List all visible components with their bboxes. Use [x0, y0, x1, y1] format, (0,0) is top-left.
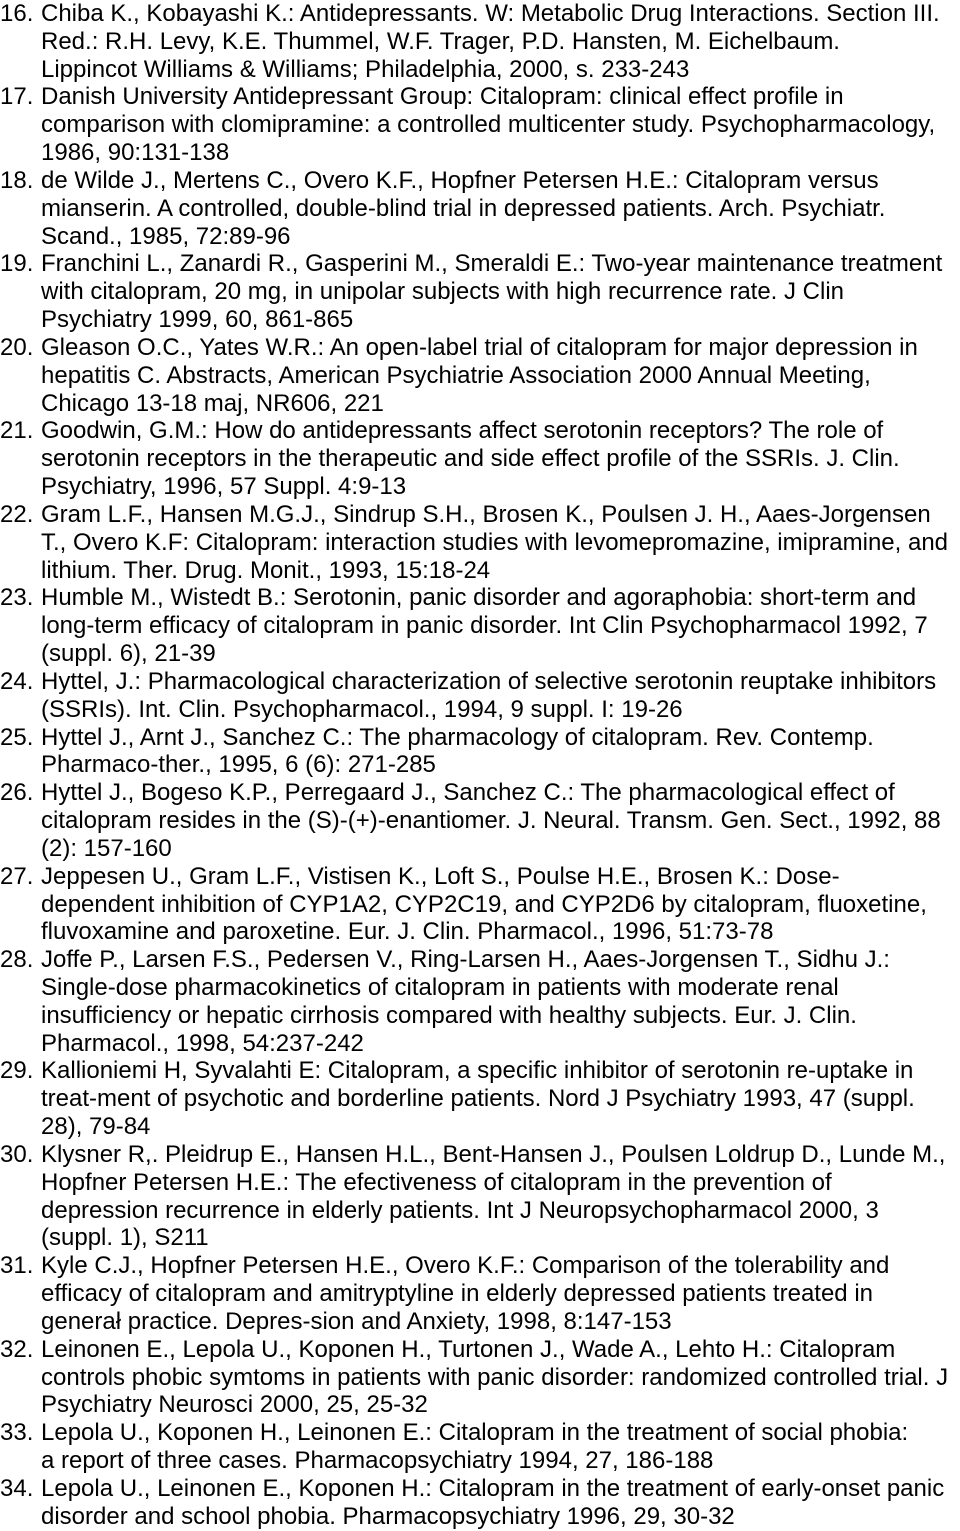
reference-number: 22.	[0, 500, 34, 528]
reference-line: lithium. Ther. Drug. Monit., 1993, 15:18-24	[41, 556, 491, 584]
reference-line: (suppl. 6), 21-39	[41, 640, 216, 668]
reference-number: 23.	[0, 584, 34, 612]
reference-item	[0, 167, 960, 250]
reference-number: 19.	[0, 250, 34, 278]
reference-line: Psychiatry, 1996, 57 Suppl. 4:9-13	[41, 473, 407, 501]
reference-line: Kyle C.J., Hopfner Petersen H.E., Overo K.F.: Comparison of the tolerability and	[41, 1252, 890, 1280]
reference-number: 30.	[0, 1140, 34, 1168]
reference-item	[0, 668, 960, 724]
reference-item	[0, 1336, 960, 1419]
reference-line: depression recurrence in elderly patients. Int J Neuropsychopharmacol 2000, 3	[41, 1196, 879, 1224]
reference-line: Jeppesen U., Gram L.F., Vistisen K., Loft S., Poulse H.E., Brosen K.: Dose-	[41, 862, 840, 890]
reference-item	[0, 724, 960, 780]
reference-line: Lepola U., Koponen H., Leinonen E.: Citalopram in the treatment of social phobia:	[41, 1419, 909, 1447]
reference-line: (SSRIs). Int. Clin. Psychopharmacol., 1994, 9 suppl. I: 19-26	[41, 695, 683, 723]
reference-line: generał practice. Depres-sion and Anxiety, 1998, 8:147-153	[41, 1307, 672, 1335]
reference-line: with citalopram, 20 mg, in unipolar subjects with high recurrence rate. J Clin	[41, 278, 845, 306]
reference-line: (suppl. 1), S211	[41, 1224, 209, 1252]
reference-line: (2): 157-160	[41, 834, 172, 862]
reference-item	[0, 334, 960, 417]
reference-number: 31.	[0, 1252, 34, 1280]
reference-line: citalopram resides in the (S)-(+)-enantiomer. J. Neural. Transm. Gen. Sect., 1992, 88	[41, 807, 941, 835]
reference-item	[0, 1475, 960, 1531]
reference-number: 32.	[0, 1335, 34, 1363]
reference-line: mianserin. A controlled, double-blind trial in depressed patients. Arch. Psychiatr.	[41, 194, 886, 222]
reference-line: Pharmacol., 1998, 54:237-242	[41, 1029, 364, 1057]
reference-line: hepatitis C. Abstracts, American Psychiatrie Association 2000 Annual Meeting,	[41, 361, 871, 389]
reference-line: a report of three cases. Pharmacopsychiatry 1994, 27, 186-188	[41, 1447, 714, 1475]
reference-line: efficacy of citalopram and amitryptyline in elderly depressed patients treated in	[41, 1280, 873, 1308]
reference-line: Goodwin, G.M.: How do antidepressants affect serotonin receptors? The role of	[41, 417, 884, 445]
reference-line: Hyttel, J.: Pharmacological characterization of selective serotonin reuptake inhibitors	[41, 667, 937, 695]
reference-line: Kallioniemi H, Syvalahti E: Citalopram, a specific inhibitor of serotonin re-uptake in	[41, 1057, 914, 1085]
reference-line: Hopfner Petersen H.E.: The efectiveness of citalopram in the prevention of	[41, 1168, 832, 1196]
reference-item	[0, 1252, 960, 1335]
reference-line: T., Overo K.F: Citalopram: interaction studies with levomepromazine, imipramine, and	[41, 528, 949, 556]
reference-number: 24.	[0, 667, 34, 695]
reference-line: disorder and school phobia. Pharmacopsychiatry 1996, 29, 30-32	[41, 1502, 735, 1530]
reference-line: Franchini L., Zanardi R., Gasperini M., Smeraldi E.: Two-year maintenance treatment	[41, 250, 943, 278]
reference-line: dependent inhibition of CYP1A2, CYP2C19, and CYP2D6 by citalopram, fluoxetine,	[41, 890, 927, 918]
reference-number: 34.	[0, 1474, 34, 1502]
reference-number: 27.	[0, 862, 34, 890]
reference-number: 20.	[0, 333, 34, 361]
reference-line: Humble M., Wistedt B.: Serotonin, panic disorder and agoraphobia: short-term and	[41, 584, 917, 612]
reference-line: Lippincot Williams & Williams; Philadelphia, 2000, s. 233-243	[41, 55, 690, 83]
reference-line: Leinonen E., Lepola U., Koponen H., Turtonen J., Wade A., Lehto H.: Citalopram	[41, 1335, 896, 1363]
reference-line: Pharmaco-ther., 1995, 6 (6): 271-285	[41, 751, 436, 779]
reference-line: Chiba K., Kobayashi K.: Antidepressants. W: Metabolic Drug Interactions. Section III.	[41, 0, 940, 27]
reference-number: 33.	[0, 1419, 34, 1447]
reference-number: 28.	[0, 946, 34, 974]
reference-line: de Wilde J., Mertens C., Overo K.F., Hopfner Petersen H.E.: Citalopram versus	[41, 166, 879, 194]
reference-number: 26.	[0, 779, 34, 807]
reference-line: 28), 79-84	[41, 1113, 151, 1141]
reference-line: Hyttel J., Bogeso K.P., Perregaard J., Sanchez C.: The pharmacological effect of	[41, 779, 895, 807]
reference-line: Scand., 1985, 72:89-96	[41, 222, 291, 250]
reference-number: 25.	[0, 723, 34, 751]
reference-line: serotonin receptors in the therapeutic and side effect profile of the SSRIs. J. Clin.	[41, 445, 900, 473]
reference-item	[0, 0, 960, 83]
reference-item	[0, 779, 960, 862]
reference-item	[0, 946, 960, 1057]
reference-line: Hyttel J., Arnt J., Sanchez C.: The pharmacology of citalopram. Rev. Contemp.	[41, 723, 874, 751]
reference-number: 16.	[0, 0, 34, 27]
reference-item	[0, 1141, 960, 1252]
reference-line: Psychiatry Neurosci 2000, 25, 25-32	[41, 1391, 428, 1419]
reference-item	[0, 83, 960, 166]
reference-item	[0, 1419, 960, 1475]
reference-item	[0, 863, 960, 946]
reference-line: Gleason O.C., Yates W.R.: An open-label trial of citalopram for major depression in	[41, 333, 918, 361]
reference-line: controls phobic symtoms in patients with panic disorder: randomized controlled trial. J	[41, 1363, 949, 1391]
reference-item	[0, 584, 960, 667]
reference-number: 29.	[0, 1057, 34, 1085]
reference-line: Klysner R,. Pleidrup E., Hansen H.L., Bent-Hansen J., Poulsen Loldrup D., Lunde M.,	[41, 1140, 946, 1168]
reference-line: Red.: R.H. Levy, K.E. Thummel, W.F. Trager, P.D. Hansten, M. Eichelbaum.	[41, 27, 840, 55]
reference-line: Psychiatry 1999, 60, 861-865	[41, 306, 354, 334]
reference-line: treat-ment of psychotic and borderline patients. Nord J Psychiatry 1993, 47 (suppl.	[41, 1085, 915, 1113]
reference-item	[0, 501, 960, 584]
reference-line: insufficiency or hepatic cirrhosis compared with healthy subjects. Eur. J. Clin.	[41, 1001, 857, 1029]
reference-number: 18.	[0, 166, 34, 194]
reference-line: long-term efficacy of citalopram in panic disorder. Int Clin Psychopharmacol 1992, 7	[41, 612, 928, 640]
reference-item	[0, 417, 960, 500]
reference-line: Joffe P., Larsen F.S., Pedersen V., Ring-Larsen H., Aaes-Jorgensen T., Sidhu J.:	[41, 946, 890, 974]
reference-line: Danish University Antidepressant Group: Citalopram: clinical effect profile in	[41, 83, 844, 111]
reference-line: Single-dose pharmacokinetics of citalopram in patients with moderate renal	[41, 973, 839, 1001]
reference-number: 17.	[0, 83, 34, 111]
reference-line: Lepola U., Leinonen E., Koponen H.: Citalopram in the treatment of early-onset panic	[41, 1474, 945, 1502]
reference-item	[0, 1057, 960, 1140]
reference-item	[0, 250, 960, 333]
reference-number: 21.	[0, 417, 34, 445]
reference-line: comparison with clomipramine: a controlled multicenter study. Psychopharmacology,	[41, 111, 936, 139]
reference-line: Gram L.F., Hansen M.G.J., Sindrup S.H., Brosen K., Poulsen J. H., Aaes-Jorgensen	[41, 500, 931, 528]
reference-line: 1986, 90:131-138	[41, 139, 230, 167]
reference-line: Chicago 13-18 maj, NR606, 221	[41, 389, 384, 417]
reference-line: fluvoxamine and paroxetine. Eur. J. Clin. Pharmacol., 1996, 51:73-78	[41, 918, 774, 946]
